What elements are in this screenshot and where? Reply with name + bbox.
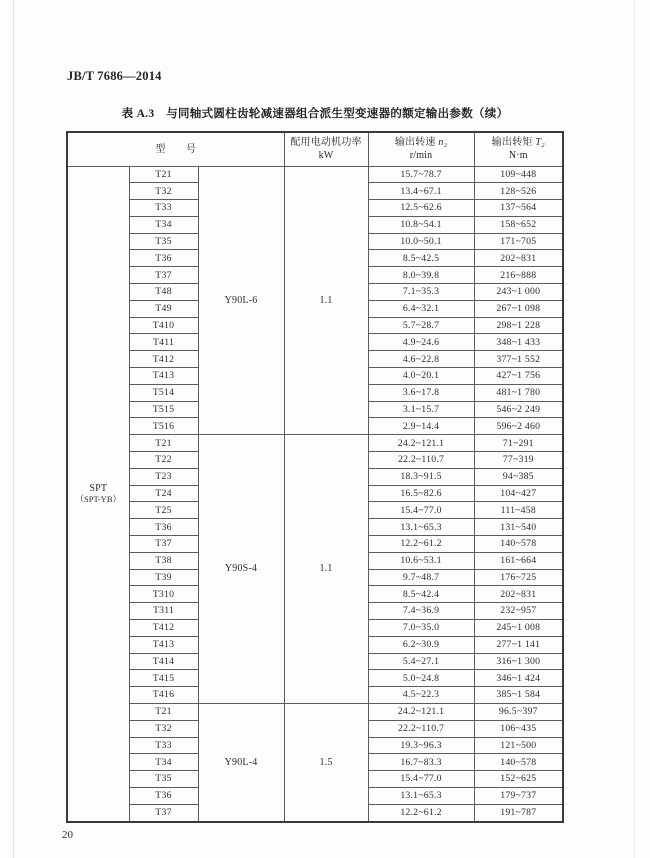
col-header-output-torque <box>474 132 563 166</box>
col-header-motor-power-unit: kW <box>318 150 334 162</box>
output-torque-cell: 298~1 228 <box>474 317 563 334</box>
output-torque-cell: 137~564 <box>474 200 563 217</box>
output-speed-cell: 12.5~62.6 <box>368 200 474 217</box>
output-speed-cell: 15.4~77.0 <box>368 502 474 519</box>
col-header-output-torque-unit: N·m <box>508 150 528 162</box>
output-torque-cell: 316~1 300 <box>474 653 563 670</box>
output-speed-cell: 15.4~77.0 <box>368 771 474 788</box>
model-cell: T416 <box>129 687 198 704</box>
output-speed-cell: 7.1~35.3 <box>368 284 474 301</box>
page-number: 20 <box>62 829 73 841</box>
output-speed-symbol: n₂ <box>438 136 448 148</box>
output-speed-cell: 4.0~20.1 <box>368 368 474 385</box>
output-speed-cell: 3.6~17.8 <box>368 384 474 401</box>
table-row <box>67 435 563 452</box>
output-torque-cell: 377~1 552 <box>474 351 563 368</box>
model-cell: T32 <box>129 183 198 200</box>
col-header-motor-power-label: 配用电动机功率 <box>290 136 362 148</box>
output-speed-cell: 2.9~14.4 <box>368 418 474 435</box>
output-torque-cell: 128~526 <box>474 183 563 200</box>
output-speed-cell: 7.0~35.0 <box>368 620 474 637</box>
model-cell: T413 <box>129 636 198 653</box>
output-torque-cell: 96.5~397 <box>474 704 563 721</box>
output-speed-cell: 5.4~27.1 <box>368 653 474 670</box>
model-cell: T48 <box>129 284 198 301</box>
output-speed-cell: 13.1~65.3 <box>368 787 474 804</box>
output-speed-cell: 4.6~22.8 <box>368 351 474 368</box>
output-torque-cell: 94~385 <box>474 468 563 485</box>
output-speed-cell: 6.4~32.1 <box>368 300 474 317</box>
output-torque-cell: 140~578 <box>474 536 563 553</box>
model-cell: T310 <box>129 586 198 603</box>
model-cell: T32 <box>129 720 198 737</box>
output-speed-cell: 15.7~78.7 <box>368 166 474 183</box>
output-torque-cell: 161~664 <box>474 552 563 569</box>
series-group-label-cell <box>67 166 129 822</box>
output-torque-cell: 202~831 <box>474 250 563 267</box>
table-row <box>67 704 563 721</box>
output-torque-cell: 243~1 000 <box>474 284 563 301</box>
scan-artifact-line-left <box>13 0 14 858</box>
motor-model-cell: Y90L-6 <box>198 166 284 435</box>
output-speed-cell: 7.4~36.9 <box>368 603 474 620</box>
model-cell: T37 <box>129 267 198 284</box>
output-speed-cell: 12.2~61.2 <box>368 804 474 822</box>
output-torque-cell: 179~737 <box>474 787 563 804</box>
output-torque-cell: 152~625 <box>474 771 563 788</box>
model-cell: T21 <box>129 435 198 452</box>
model-cell: T37 <box>129 804 198 822</box>
model-cell: T21 <box>129 166 198 183</box>
output-speed-cell: 10.6~53.1 <box>368 552 474 569</box>
output-speed-cell: 18.3~91.5 <box>368 468 474 485</box>
output-torque-cell: 176~725 <box>474 569 563 586</box>
output-torque-cell: 427~1 756 <box>474 368 563 385</box>
output-speed-cell: 22.2~110.7 <box>368 452 474 469</box>
output-torque-symbol: T₂ <box>535 136 545 148</box>
model-cell: T516 <box>129 418 198 435</box>
output-torque-cell: 121~500 <box>474 737 563 754</box>
col-header-output-speed-label: 输出转速 <box>394 136 436 148</box>
model-cell: T22 <box>129 452 198 469</box>
output-speed-cell: 10.8~54.1 <box>368 216 474 233</box>
rated-output-parameters-table <box>66 131 564 823</box>
model-cell: T410 <box>129 317 198 334</box>
table-body <box>67 166 563 822</box>
output-torque-cell: 245~1 008 <box>474 620 563 637</box>
model-cell: T514 <box>129 384 198 401</box>
output-torque-cell: 171~705 <box>474 233 563 250</box>
output-torque-cell: 481~1 780 <box>474 384 563 401</box>
model-cell: T412 <box>129 620 198 637</box>
model-cell: T36 <box>129 250 198 267</box>
model-cell: T411 <box>129 334 198 351</box>
output-torque-cell: 111~458 <box>474 502 563 519</box>
output-speed-cell: 8.5~42.4 <box>368 586 474 603</box>
output-torque-cell: 267~1 098 <box>474 300 563 317</box>
motor-model-cell: Y90L-4 <box>198 704 284 823</box>
output-speed-cell: 4.9~24.6 <box>368 334 474 351</box>
output-speed-cell: 13.4~67.1 <box>368 183 474 200</box>
model-cell: T33 <box>129 200 198 217</box>
table-row <box>67 166 563 183</box>
output-torque-cell: 216~888 <box>474 267 563 284</box>
col-header-model-label: 型 号 <box>155 143 197 155</box>
output-speed-cell: 22.2~110.7 <box>368 720 474 737</box>
col-header-model <box>67 132 284 166</box>
model-cell: T36 <box>129 519 198 536</box>
model-cell: T21 <box>129 704 198 721</box>
output-torque-cell: 109~448 <box>474 166 563 183</box>
output-speed-cell: 3.1~15.7 <box>368 401 474 418</box>
model-cell: T412 <box>129 351 198 368</box>
output-torque-cell: 202~831 <box>474 586 563 603</box>
model-cell: T415 <box>129 670 198 687</box>
output-speed-cell: 24.2~121.1 <box>368 435 474 452</box>
output-torque-cell: 71~291 <box>474 435 563 452</box>
model-cell: T25 <box>129 502 198 519</box>
output-torque-cell: 232~957 <box>474 603 563 620</box>
output-speed-cell: 16.5~82.6 <box>368 485 474 502</box>
model-cell: T413 <box>129 368 198 385</box>
output-torque-cell: 131~540 <box>474 519 563 536</box>
model-cell: T33 <box>129 737 198 754</box>
output-speed-cell: 16.7~83.3 <box>368 754 474 771</box>
col-header-output-torque-label: 输出转矩 <box>491 136 533 148</box>
model-cell: T35 <box>129 233 198 250</box>
model-cell: T34 <box>129 754 198 771</box>
model-cell: T38 <box>129 552 198 569</box>
table-title: 表 A.3 与同轴式圆柱齿轮减速器组合派生型变速器的额定输出参数（续） <box>121 108 509 120</box>
output-speed-cell: 5.7~28.7 <box>368 317 474 334</box>
output-speed-cell: 8.5~42.5 <box>368 250 474 267</box>
output-torque-cell: 191~787 <box>474 804 563 822</box>
model-cell: T515 <box>129 401 198 418</box>
doc-number: JB/T 7686—2014 <box>67 69 162 83</box>
model-cell: T49 <box>129 300 198 317</box>
output-torque-cell: 348~1 433 <box>474 334 563 351</box>
output-torque-cell: 106~435 <box>474 720 563 737</box>
model-cell: T24 <box>129 485 198 502</box>
output-speed-cell: 19.3~96.3 <box>368 737 474 754</box>
output-torque-cell: 104~427 <box>474 485 563 502</box>
model-cell: T35 <box>129 771 198 788</box>
motor-power-cell: 1.1 <box>284 435 368 704</box>
motor-power-cell: 1.5 <box>284 704 368 823</box>
scan-artifact-line-right <box>634 0 635 858</box>
model-cell: T414 <box>129 653 198 670</box>
model-cell: T39 <box>129 569 198 586</box>
col-header-output-speed-unit: r/min <box>409 150 433 162</box>
output-torque-cell: 346~1 424 <box>474 670 563 687</box>
output-speed-cell: 24.2~121.1 <box>368 704 474 721</box>
col-header-output-speed <box>368 132 474 166</box>
series-group-label-line2: （SPT-YB） <box>75 493 121 504</box>
output-torque-cell: 596~2 460 <box>474 418 563 435</box>
output-speed-cell: 5.0~24.8 <box>368 670 474 687</box>
output-speed-cell: 10.0~50.1 <box>368 233 474 250</box>
series-group-label-line1: SPT <box>89 483 108 495</box>
output-torque-cell: 385~1 584 <box>474 687 563 704</box>
output-speed-cell: 8.0~39.8 <box>368 267 474 284</box>
output-speed-cell: 6.2~30.9 <box>368 636 474 653</box>
output-torque-cell: 77~319 <box>474 452 563 469</box>
model-cell: T23 <box>129 468 198 485</box>
model-cell: T34 <box>129 216 198 233</box>
model-cell: T37 <box>129 536 198 553</box>
output-torque-cell: 140~578 <box>474 754 563 771</box>
output-torque-cell: 546~2 249 <box>474 401 563 418</box>
output-torque-cell: 277~1 141 <box>474 636 563 653</box>
motor-model-cell: Y90S-4 <box>198 435 284 704</box>
model-cell: T311 <box>129 603 198 620</box>
output-speed-cell: 4.5~22.3 <box>368 687 474 704</box>
model-cell: T36 <box>129 787 198 804</box>
table-header-row <box>67 132 563 166</box>
output-speed-cell: 12.2~61.2 <box>368 536 474 553</box>
output-speed-cell: 13.1~65.3 <box>368 519 474 536</box>
col-header-motor-power <box>284 132 368 166</box>
output-speed-cell: 9.7~48.7 <box>368 569 474 586</box>
output-torque-cell: 158~652 <box>474 216 563 233</box>
motor-power-cell: 1.1 <box>284 166 368 435</box>
